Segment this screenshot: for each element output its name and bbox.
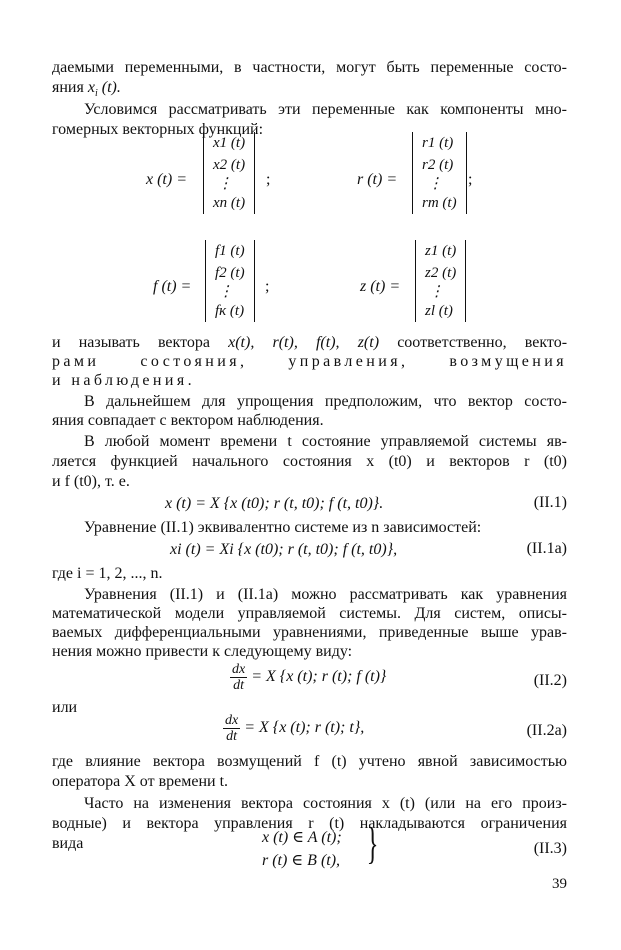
p10-line2: водные) и вектора управления r (t) накладываются ограничения <box>52 815 567 832</box>
p9-line2: оператора X от времени t. <box>52 773 229 790</box>
p8-line2: математической модели управляемой системы. Для систем, описы- <box>52 605 567 622</box>
p10-line3: вида <box>52 835 84 852</box>
f-matrix: f1 (t) f2 (t) ⋮ fк (t) <box>205 240 255 322</box>
eq-II2-fraction: $\frac{dx}{dt}$ <box>232 662 246 693</box>
p8-line1: Уравнения (II.1) и (II.1a) можно рассматривать как уравнения <box>84 586 567 603</box>
z-matrix-lhs: z (t) = <box>360 278 401 295</box>
eq-II2a-fraction: $\frac{dx}{dt}$ <box>225 713 239 744</box>
x-matrix-sep: ; <box>266 171 271 188</box>
f-matrix-sep: ; <box>265 278 270 295</box>
eq-II2: $\frac{dx}{dt}$ = X {x (t); r (t); f (t)} <box>232 662 387 693</box>
x-matrix-lhs: x (t) = <box>146 171 187 188</box>
or-word: или <box>52 699 78 716</box>
p5-line1: В любой момент времени t состояние управляемой системы яв- <box>84 433 567 450</box>
eq-II3-label: (II.3) <box>533 840 567 857</box>
p1-line1: даемыми переменными, в частности, могут быть переменные состо- <box>52 59 567 76</box>
eq-II2a-label: (II.2a) <box>526 722 567 739</box>
eq-II1a: xi (t) = Xi {x (t0); r (t, t0); f (t, t0)}, <box>170 541 398 558</box>
p5-line2: ляется функцией начального состояния x (t0) и векторов r (t0) <box>52 453 567 470</box>
eq-II1-label: (II.1) <box>533 494 567 511</box>
p8-line4: нения можно привести к следующему виду: <box>52 643 353 660</box>
p9-line1: где влияние вектора возмущений f (t) учтено явной зависимостью <box>52 753 567 770</box>
r-matrix-sep: ; <box>468 171 473 188</box>
x-matrix: x1 (t) x2 (t) ⋮ xn (t) <box>203 132 255 214</box>
p3-line2: рами состояния, управления, возмущения <box>52 353 567 370</box>
p4-line1: В дальнейшем для упрощения предположим, что вектор состо- <box>84 393 567 410</box>
p5-line3: и f (t0), т. е. <box>52 473 130 490</box>
p4-line2: яния совпадает с вектором наблюдения. <box>52 412 324 429</box>
p7-line1: где i = 1, 2, ..., n. <box>52 565 163 582</box>
p3-line3: и наблюдения. <box>52 372 196 389</box>
page-number: 39 <box>552 876 567 892</box>
p3-line1: и называть вектора x(t), r(t), f(t), z(t) соответственно, векто- <box>52 334 568 351</box>
f-matrix-lhs: f (t) = <box>153 278 192 295</box>
p1-line2: яния $x_i$ (t). <box>52 79 121 100</box>
p10-line1: Часто на изменения вектора состояния x (t) (или на его произ- <box>84 795 567 812</box>
eq-II3-row2: r (t) ∈ B (t), <box>262 852 341 869</box>
p2-line2: гомерных векторных функций: <box>52 121 264 138</box>
eq-II3-row1: x (t) ∈ A (t); <box>262 829 342 846</box>
eq-II2a: $\frac{dx}{dt}$ = X {x (t); r (t); t}, <box>225 713 365 744</box>
p2-line1: Условимся рассматривать эти переменные как компоненты мно- <box>84 101 567 118</box>
p8-line3: ваемых дифференциальными уравнениями, приведенные выше урав- <box>52 624 567 641</box>
r-matrix: r1 (t) r2 (t) ⋮ rm (t) <box>412 132 467 214</box>
eq-II1: x (t) = X {x (t0); r (t, t0); f (t, t0)}. <box>165 495 384 512</box>
r-matrix-lhs: r (t) = <box>357 171 398 188</box>
p6-line1: Уравнение (II.1) эквивалентно системе из n зависимостей: <box>84 519 482 536</box>
z-matrix: z1 (t) z2 (t) ⋮ zl (t) <box>415 240 466 322</box>
eq-II2-label: (II.2) <box>533 672 567 689</box>
right-brace-icon: } <box>366 819 379 868</box>
eq-II1a-label: (II.1a) <box>526 540 567 557</box>
